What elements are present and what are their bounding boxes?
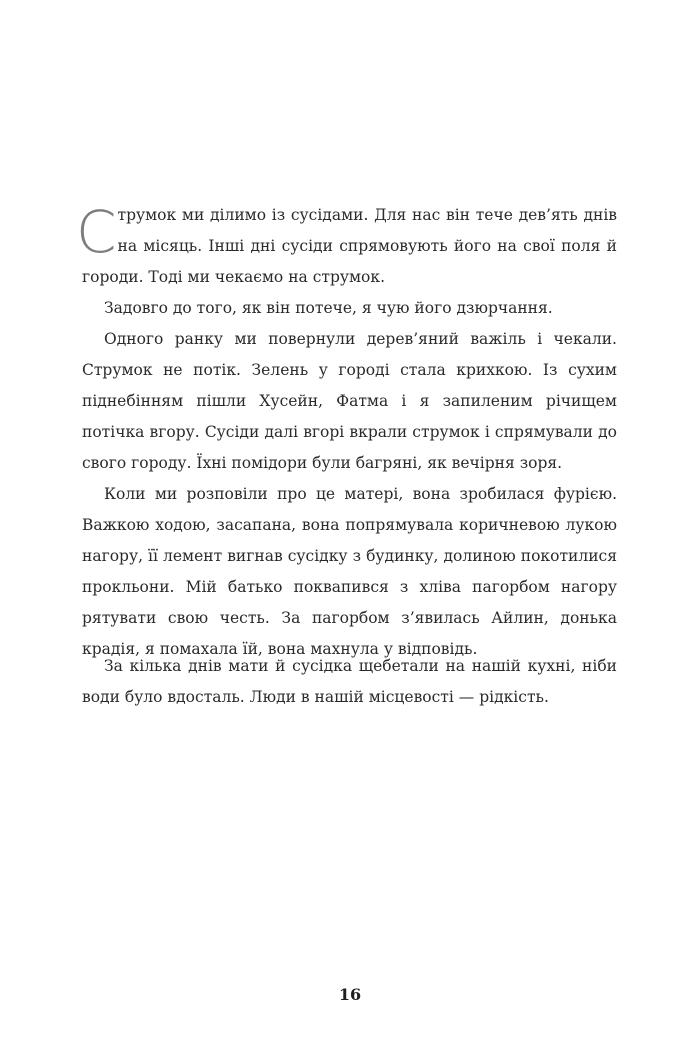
paragraph: Одного ранку ми повернули дерев’яний важіль і чекали. Струмок не потік. Зелень у городі стала крихкою. Із сухим піднебінням пішли Хусейн, Фатма і я запиленим річищем потічка вгору. Сусіди далі вгорі вкрали струмок і спрямували до свого городу. Їхні помідори були багряні, як вечірня зоря.	[82, 330, 617, 472]
paragraph: За кілька днів мати й сусідка щебетали на нашій кухні, ніби води було вдосталь. Люди в нашій місцевості — рідкість.	[82, 657, 617, 706]
text-block-section-two	[82, 651, 617, 713]
paragraph-opening	[76, 198, 617, 293]
page-number: 16	[338, 985, 362, 1004]
paragraph: Задовго до того, як він потече, я чую його дзюрчання.	[104, 299, 553, 317]
paragraph-opening-text: трумок ми ділимо із сусідами. Для нас він тече дев’ять днів на місяць. Інші дні сусіди спрямовують його на свої поля й городи. Тоді ми чекаємо на струмок.	[82, 206, 617, 286]
text-block-main	[76, 198, 617, 665]
paragraph: Коли ми розповіли про це матері, вона зробилася фурією. Важкою ходою, засапана, вона попрямувала коричневою лукою нагору, її лемент вигнав сусідку з будинку, долиною покотилися прокльони. Мій батько поквапився з хліва пагорбом нагору рятувати свою честь. За пагорбом з’явилась Айлин, донька крадія, я помахала їй, вона махнула у відповідь.	[82, 485, 617, 658]
drop-cap-letter: С	[76, 198, 115, 266]
